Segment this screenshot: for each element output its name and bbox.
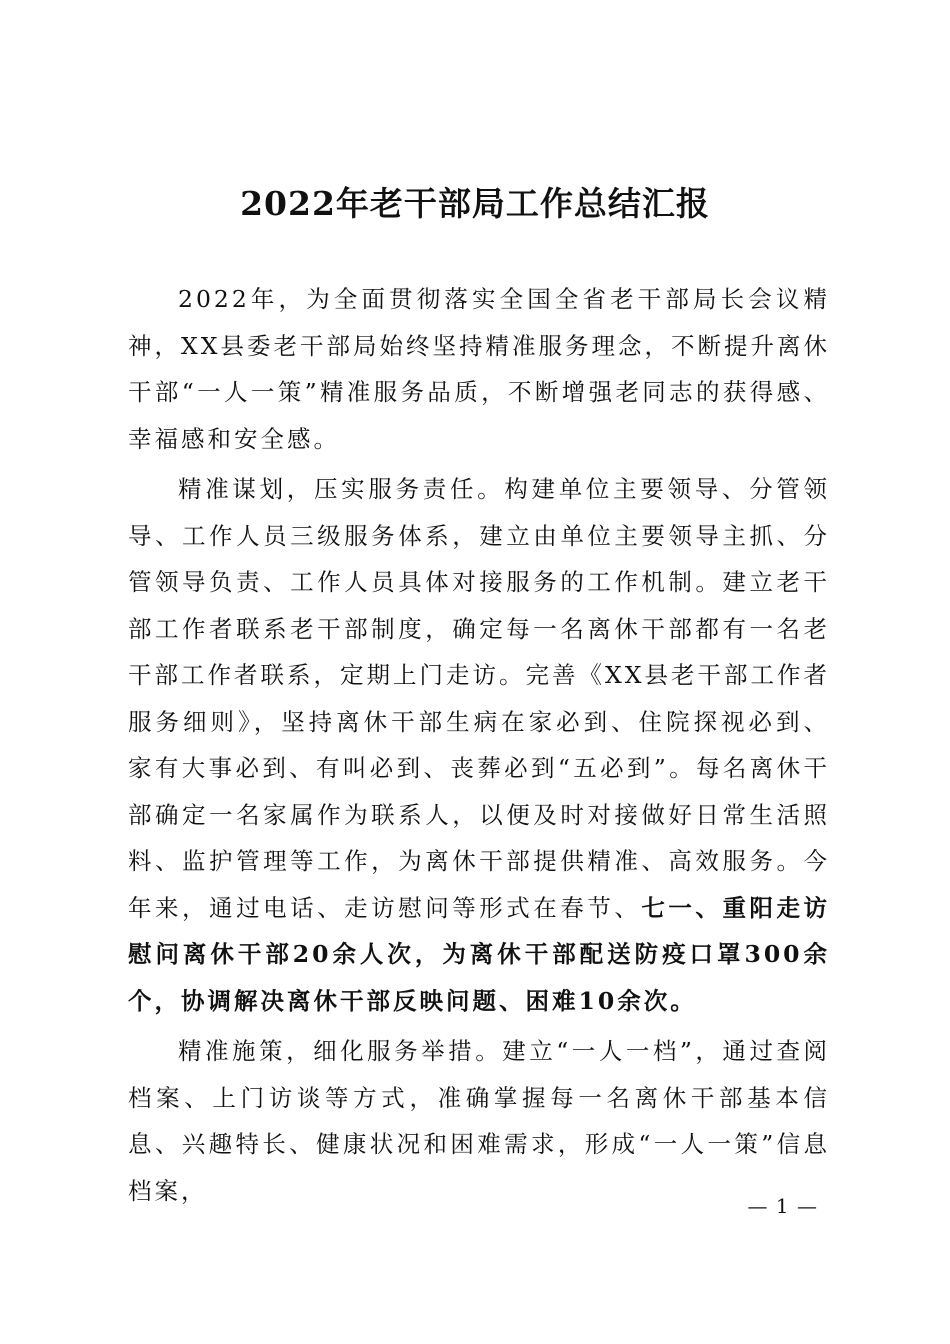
paragraph-precise-measures: 精准施策，细化服务举措。建立“一人一档”，通过查阅档案、上门访谈等方式，准确掌握每一名离休干部基本信息、兴趣特长、健康状况和困难需求，形成“一人一策”信息档案， bbox=[128, 1037, 830, 1205]
paragraph-precise-planning bbox=[128, 466, 830, 1024]
document-body bbox=[128, 276, 830, 1214]
paragraph-intro: 2022年，为全面贯彻落实全国全省老干部局长会议精神，XX县委老干部局始终坚持精准服务理念，不断提升离休干部“一人一策”精准服务品质，不断增强老同志的获得感、幸福感和安全感。 bbox=[128, 285, 830, 453]
document-title: 2022年老干部局工作总结汇报 bbox=[240, 184, 710, 223]
page-number: — 1 — bbox=[747, 1194, 818, 1218]
paragraph-text: 精准谋划，压实服务责任。构建单位主要领导、分管领导、工作人员三级服务体系，建立由单位主要领导主抓、分管领导负责、工作人员具体对接服务的工作机制。建立老干部工作者联系老干部制度，确定每一名离休干部都有一名老干部工作者联系，定期上门走访。完善《XX县老干部工作者服务细则》，坚持离休干部生病在家必到、住院探视必到、家有大事必到、有叫必到、丧葬必到“五必到”。每名离休干部确定一名家属作为联系人，以便及时对接做好日常生活照料、监护管理等工作，为离休干部提供精准、高效服务。今年来，通过电话、走访慰问等形式在春节、 bbox=[128, 475, 830, 922]
paragraph-bold-text: 七一、重阳走访慰问离休干部20余人次，为离休干部配送防疫口罩300余个，协调解决离休干部反映问题、困难10余次。 bbox=[128, 893, 831, 1015]
